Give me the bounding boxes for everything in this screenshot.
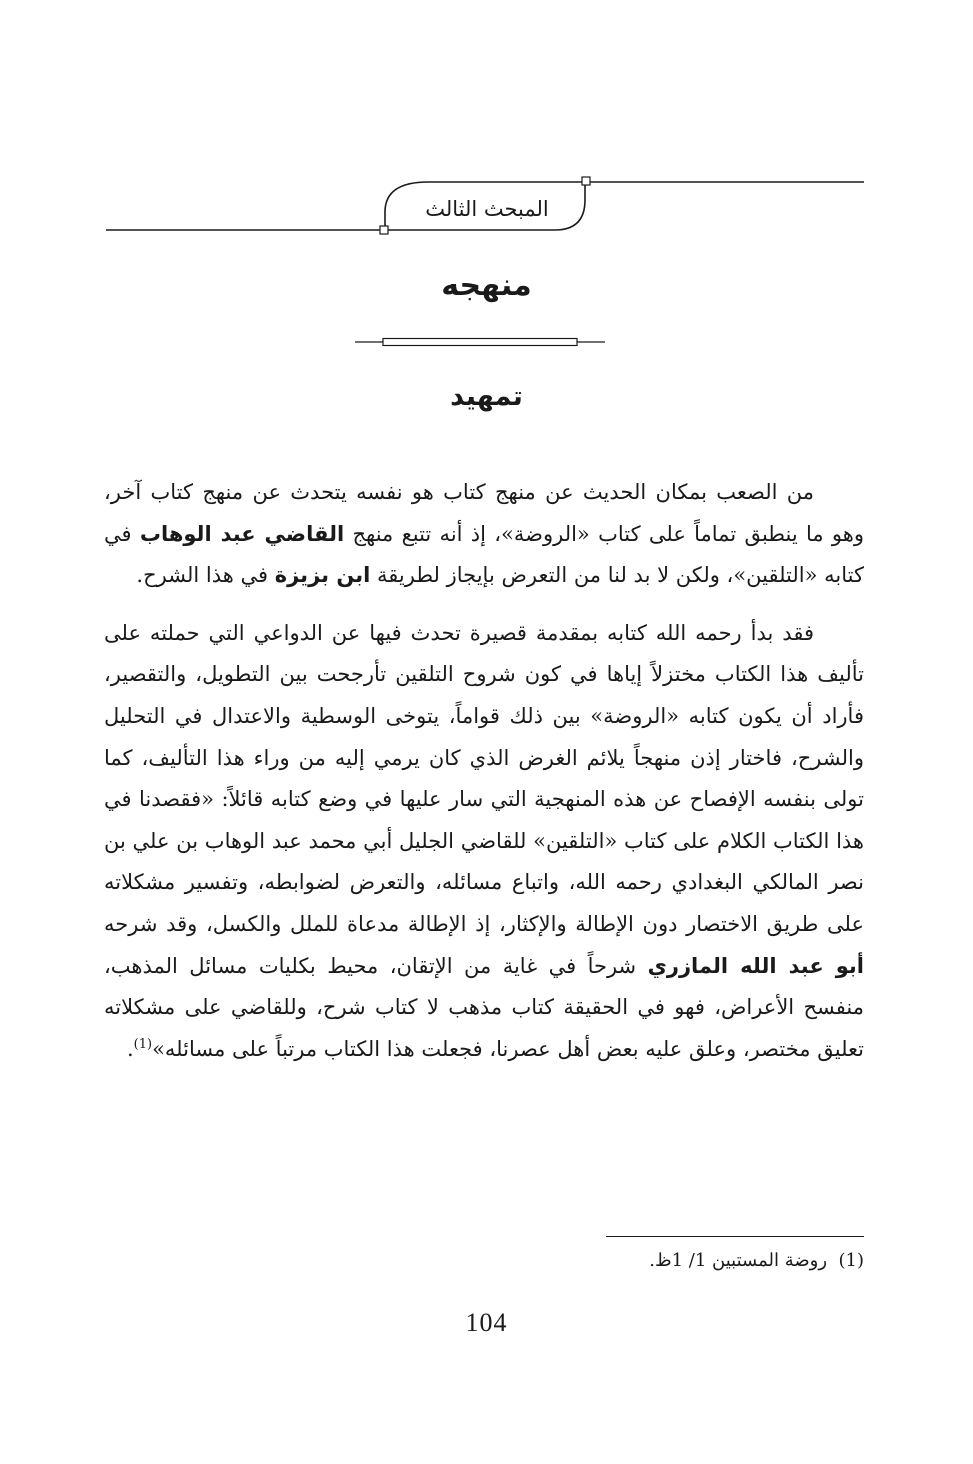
text-run: في هذا الشرح. [136,563,269,588]
page-number: 104 [465,1308,508,1337]
title-divider [355,336,605,348]
text-run: من الصعب بمكان الحديث عن منهج كتاب هو نفسه يتحدث عن منهج كتاب آخر، وهو ما ينطبق تماماً على كتاب «الروضة»، إذ أنه تتبع منهج [104,480,864,546]
bold-name: ابن بزيزة [274,563,371,588]
footnote-separator [606,1236,864,1237]
sub-title: تمهيد [450,381,523,412]
bold-name: أبو عبد الله المازري [647,953,864,978]
body-text [104,472,864,1070]
section-label: المبحث الثالث [425,197,549,221]
paragraph-2 [104,613,864,1071]
footnote-reference[interactable]: (1) [133,1036,153,1052]
footnote-text: روضة المستبين 1/ 1ظ. [649,1250,828,1271]
bold-name: القاضي عبد الوهاب [139,521,345,546]
text-run: فقد بدأ رحمه الله كتابه بمقدمة قصيرة تحدث فيها عن الدواعي التي حملته على تأليف هذا الكتاب مختزلاً إياها في كون شروح التلقين تأرجحت بين التطويل، والتقصير، فأراد أن يكون كتابه «الروضة» بين ذلك قواماً، يتوخى الوسطية والاعتدال في التحليل والشرح، فاختار إذن منهجاً يلائم الغرض الذي كان يرمي إليه من وراء هذا التأليف، كما تولى بنفسه الإفصاح عن هذه المنهجية التي سار عليها في وضع كتابه قائلاً: «فقصدنا في هذا الكتاب الكلام على كتاب «التلقين» للقاضي الجليل أبي محمد عبد الوهاب بن علي بن نصر المالكي البغدادي رحمه الله، واتباع مسائله، والتعرض لضوابطه، وتفسير مشكلاته على طريق الاختصار دون الإطالة والإكثار، إذ الإطالة مدعاة للملل والكسل، وقد شرحه [104,620,864,936]
paragraph-1 [104,472,864,597]
text-run: في كتابه «التلقين»، ولكن لا بد لنا من التعرض بإيجاز لطريقة [104,521,864,588]
chapter-title: منهجه [441,268,532,303]
footnote-marker: (1) [838,1250,864,1271]
text-run: . [126,1036,134,1061]
footnote [104,1246,864,1276]
text-run: شرحاً في غاية من الإتقان، محيط بكليات مسائل المذهب، منفسح الأعراض، فهو في الحقيقة كتاب مذهب لا كتاب شرح، وللقاضي على مشكلاته تعليق مختصر، وعلق عليه بعض أهل عصرنا، فجعلت هذا الكتاب مرتباً على مسائله» [104,953,864,1061]
